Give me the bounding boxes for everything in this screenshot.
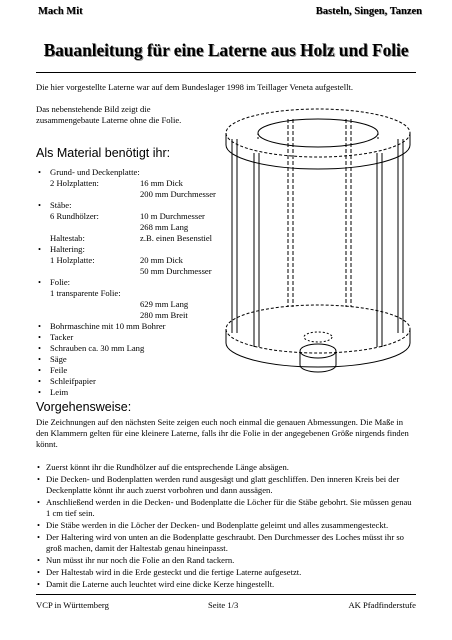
material-item xyxy=(36,343,226,354)
procedure-step xyxy=(36,579,418,590)
material-text: 16 mm Dick xyxy=(140,178,183,188)
step-text: Der Haltestab wird in die Erde gesteckt und die fertige Laterne aufgesetzt. xyxy=(46,567,302,577)
bullet-mark: • xyxy=(38,365,42,375)
title-rule xyxy=(36,72,416,73)
bullet-mark: • xyxy=(38,387,42,397)
material-item xyxy=(36,233,226,244)
bullet-mark: • xyxy=(38,321,42,331)
header-right: Basteln, Singen, Tanzen xyxy=(315,6,422,17)
material-item xyxy=(36,200,226,211)
procedure-step xyxy=(36,520,418,531)
procedure-step xyxy=(36,474,418,496)
material-text: 200 mm Durchmesser xyxy=(140,189,216,199)
material-item xyxy=(36,277,226,288)
material-text: Säge xyxy=(50,354,67,364)
material-text: Bohrmaschine mit 10 mm Bohrer xyxy=(50,321,166,331)
material-text: Schleifpapier xyxy=(50,376,96,386)
material-text: Haltering: xyxy=(50,244,85,254)
step-text: Anschließend werden in die Decken- und Bodenplatte die Löcher für die Stäbe gebohrt. Sie müssen genau 1 cm tief sein. xyxy=(46,497,412,518)
material-list xyxy=(36,167,226,398)
material-heading: Als Material benötigt ihr: xyxy=(36,146,171,160)
step-text: Nun müsst ihr nur noch die Folie an den Rand tackern. xyxy=(46,555,235,565)
material-text: 20 mm Dick xyxy=(140,255,183,265)
bullet-mark: • xyxy=(37,497,41,507)
bullet-mark: • xyxy=(37,532,41,542)
intro-text-2: Das nebenstehende Bild zeigt die zusammengebaute Laterne ohne die Folie. xyxy=(36,104,182,125)
bullet-mark: • xyxy=(37,462,41,472)
bullet-mark: • xyxy=(38,200,42,210)
material-item xyxy=(36,321,226,332)
material-text: Folie: xyxy=(50,277,71,287)
material-item xyxy=(36,288,226,299)
material-item xyxy=(36,365,226,376)
material-text: Tacker xyxy=(50,332,74,342)
bullet-mark: • xyxy=(37,520,41,530)
material-item xyxy=(36,299,226,310)
step-text: Die Decken- und Bodenplatten werden rund ausgesägt und glatt geschliffen. Den inneren Kreis bei der Deckenplatte könnt ihr auch zuerst vorbohren und dann aussägen. xyxy=(46,474,400,495)
procedure-steps xyxy=(36,462,418,591)
step-text: Die Stäbe werden in die Löcher der Decken- und Bodenplatte geleimt und alles zusammengesteckt. xyxy=(46,520,389,530)
procedure-step xyxy=(36,555,418,566)
procedure-step xyxy=(36,462,418,473)
material-text: 50 mm Durchmesser xyxy=(140,266,212,276)
material-text: Feile xyxy=(50,365,68,375)
bullet-mark: • xyxy=(38,244,42,254)
page-title: Bauanleitung für eine Laterne aus Holz und Folie xyxy=(43,40,409,60)
procedure-step xyxy=(36,497,418,519)
step-text: Der Haltering wird von unten an die Bodenplatte geschraubt. Den Durchmesser des Loches müsst ihr so groß machen, damit der Haltestab genau hineinpasst. xyxy=(46,532,404,553)
material-text: Leim xyxy=(50,387,69,397)
material-item xyxy=(36,255,226,266)
material-text: 1 Holzplatte: xyxy=(50,255,95,265)
bullet-mark: • xyxy=(38,332,42,342)
material-text: 268 mm Lang xyxy=(140,222,189,232)
procedure-heading: Vorgehensweise: xyxy=(36,400,132,414)
bullet-mark: • xyxy=(38,343,42,353)
bullet-mark: • xyxy=(38,376,42,386)
material-item xyxy=(36,354,226,365)
bullet-mark: • xyxy=(38,167,42,177)
bullet-mark: • xyxy=(38,277,42,287)
footer-left: VCP in Württemberg xyxy=(36,600,109,610)
bullet-mark: • xyxy=(37,567,41,577)
material-text: 629 mm Lang xyxy=(140,299,189,309)
lantern-drawing xyxy=(222,107,418,385)
header-left: Mach Mit xyxy=(38,6,83,17)
material-text: z.B. einen Besenstiel xyxy=(140,233,213,243)
material-text: 6 Rundhölzer: xyxy=(50,211,99,221)
material-item xyxy=(36,266,226,277)
material-text: Schrauben ca. 30 mm Lang xyxy=(50,343,145,353)
material-item xyxy=(36,387,226,398)
bullet-mark: • xyxy=(37,579,41,589)
material-text: 2 Holzplatten: xyxy=(50,178,99,188)
footer-rule xyxy=(36,594,416,595)
material-item xyxy=(36,244,226,255)
bullet-mark: • xyxy=(37,474,41,484)
material-text: 1 transparente Folie: xyxy=(50,288,121,298)
material-item xyxy=(36,376,226,387)
bullet-mark: • xyxy=(38,354,42,364)
material-text: Haltestab: xyxy=(50,233,85,243)
procedure-step xyxy=(36,567,418,578)
step-text: Zuerst könnt ihr die Rundhölzer auf die entsprechende Länge absägen. xyxy=(46,462,289,472)
intro-text: Die hier vorgestellte Laterne war auf dem Bundeslager 1998 im Teillager Veneta aufgestellt. xyxy=(36,82,354,92)
footer-center: Seite 1/3 xyxy=(208,600,239,610)
material-item xyxy=(36,211,226,222)
material-text: 280 mm Breit xyxy=(140,310,188,320)
footer-right: AK Pfadfinderstufe xyxy=(348,600,416,610)
material-item xyxy=(36,167,226,178)
procedure-intro: Die Zeichnungen auf den nächsten Seite zeigen euch noch einmal die genauen Abmessungen. Die Maße in den Klammern gelten für eine kleinere Laterne, falls ihr die Folie in der angegebenen Größe nirgends finden könnt. xyxy=(36,417,409,449)
material-text: Stäbe: xyxy=(50,200,72,210)
procedure-step xyxy=(36,532,418,554)
material-item xyxy=(36,178,226,189)
material-item xyxy=(36,332,226,343)
bullet-mark: • xyxy=(37,555,41,565)
material-text: Grund- und Deckenplatte: xyxy=(50,167,140,177)
material-text: 10 m Durchmesser xyxy=(140,211,205,221)
step-text: Damit die Laterne auch leuchtet wird eine dicke Kerze hingestellt. xyxy=(46,579,275,589)
material-item xyxy=(36,189,226,200)
material-item xyxy=(36,310,226,321)
material-item xyxy=(36,222,226,233)
